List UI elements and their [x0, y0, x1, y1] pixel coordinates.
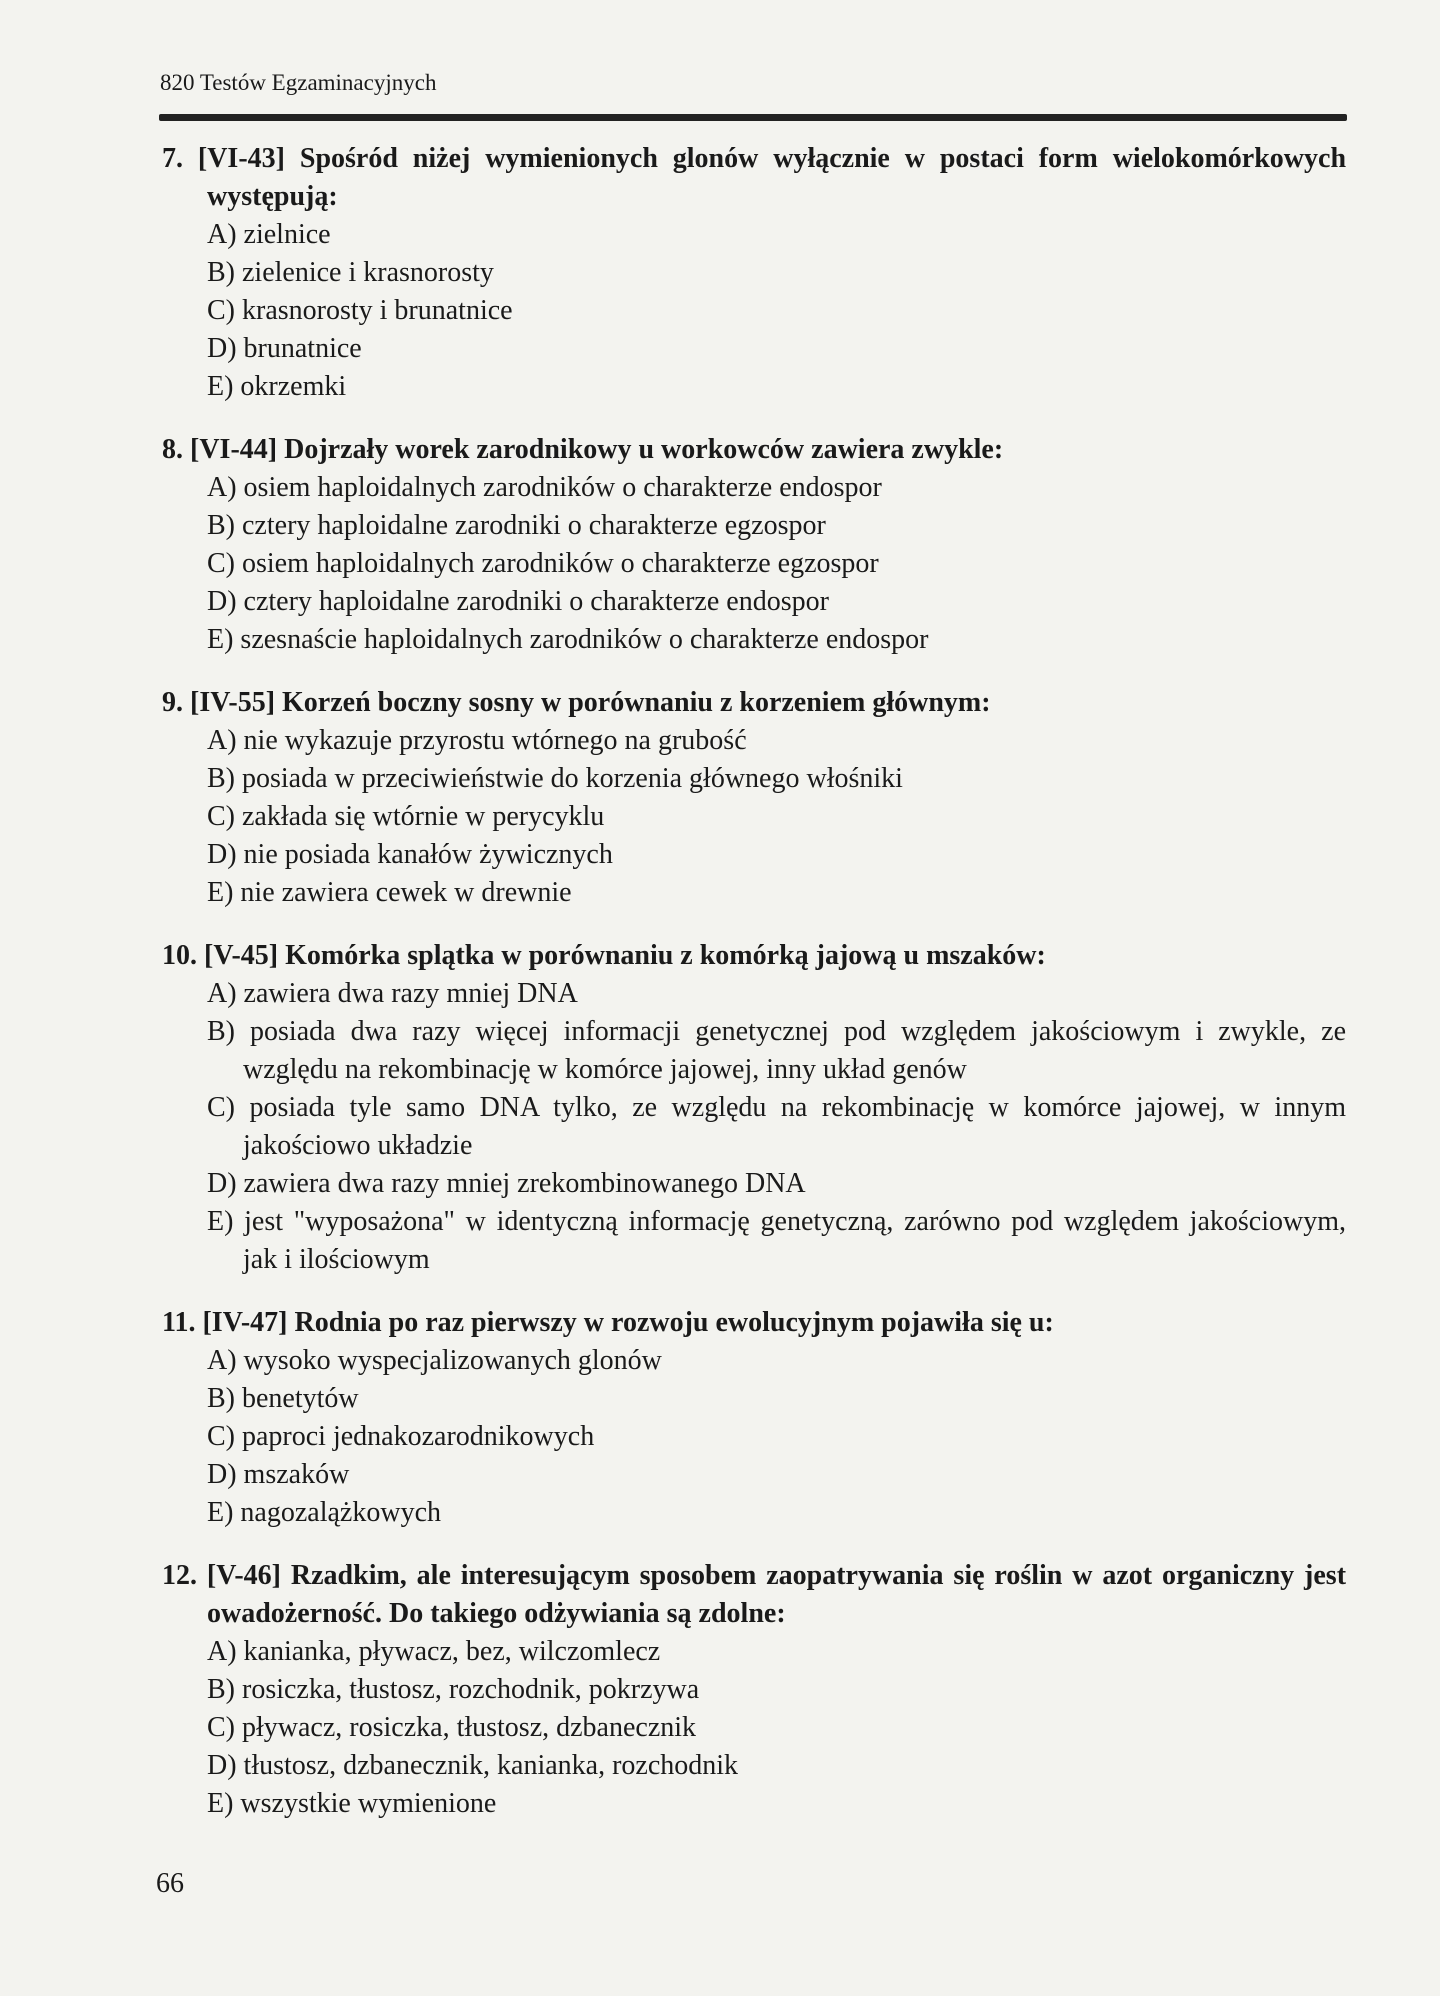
question-text	[162, 431, 1346, 469]
question-stem: Korzeń boczny sosny w porównaniu z korzeniem głównym:	[282, 687, 991, 718]
question-code: [VI-44]	[190, 434, 278, 465]
answer-option: B) cztery haploidalne zarodniki o charakterze egzospor	[207, 510, 826, 541]
answer-option: E) wszystkie wymienione	[207, 1788, 497, 1819]
question-text	[162, 140, 1346, 216]
answer-option: B) posiada dwa razy więcej informacji genetycznej pod względem jakościowym i zwykle, ze względu na rekombinację w komórce jajowej, inny układ genów	[207, 1016, 1346, 1085]
answer-option: D) tłustosz, dzbanecznik, kanianka, rozchodnik	[207, 1750, 739, 1781]
answer-option: D) cztery haploidalne zarodniki o charakterze endospor	[207, 586, 829, 617]
question-code: [VI-43]	[197, 143, 285, 174]
answer-option: A) osiem haploidalnych zarodników o charakterze endospor	[207, 472, 882, 503]
question-11	[162, 1304, 1346, 1532]
question-number: 9.	[162, 687, 183, 718]
question-text	[162, 1557, 1346, 1633]
answer-option: D) mszaków	[207, 1459, 350, 1490]
answer-option: E) jest "wyposażona" w identyczną informację genetyczną, zarówno pod względem jakościowym, jak i ilościowym	[207, 1206, 1346, 1275]
question-stem: Spośród niżej wymienionych glonów wyłącznie w postaci form wielokomórkowych występują:	[207, 143, 1347, 212]
question-number: 8.	[162, 434, 183, 465]
answer-option: B) zielenice i krasnorosty	[207, 257, 494, 288]
question-code: [IV-47]	[202, 1307, 288, 1338]
answer-option: A) zawiera dwa razy mniej DNA	[207, 978, 578, 1009]
answer-option: D) brunatnice	[207, 333, 362, 364]
question-stem: Rodnia po raz pierwszy w rozwoju ewolucyjnym pojawiła się u:	[294, 1307, 1054, 1338]
answer-option: B) rosiczka, tłustosz, rozchodnik, pokrzywa	[207, 1674, 700, 1705]
question-code: [IV-55]	[190, 687, 276, 718]
question-7	[162, 140, 1346, 406]
answer-option: C) posiada tyle samo DNA tylko, ze względu na rekombinację w komórce jajowej, w innym jakościowo układzie	[207, 1092, 1346, 1161]
answer-option: C) paproci jednakozarodnikowych	[207, 1421, 595, 1452]
answer-option: C) osiem haploidalnych zarodników o charakterze egzospor	[207, 548, 879, 579]
answer-option: C) krasnorosty i brunatnice	[207, 295, 513, 326]
question-code: [V-46]	[206, 1560, 282, 1591]
answer-option: E) szesnaście haploidalnych zarodników o charakterze endospor	[207, 624, 929, 655]
question-number: 12.	[162, 1560, 197, 1591]
answer-option: B) benetytów	[207, 1383, 359, 1414]
answer-option: A) nie wykazuje przyrostu wtórnego na grubość	[207, 725, 747, 756]
answer-option: A) kanianka, pływacz, bez, wilczomlecz	[207, 1636, 661, 1667]
question-8	[162, 431, 1346, 659]
question-9	[162, 684, 1346, 912]
answer-option: D) zawiera dwa razy mniej zrekombinowanego DNA	[207, 1168, 806, 1199]
question-number: 7.	[162, 143, 183, 174]
question-number: 11.	[162, 1307, 196, 1338]
answer-option: A) zielnice	[207, 219, 331, 250]
header-rule	[159, 114, 1347, 121]
answer-option: E) okrzemki	[207, 371, 347, 402]
question-stem: Rzadkim, ale interesującym sposobem zaopatrywania się roślin w azot organiczny jest owadożerność. Do takiego odżywiania są zdolne:	[207, 1560, 1347, 1629]
question-10	[162, 937, 1346, 1279]
answer-option: C) zakłada się wtórnie w perycyklu	[207, 801, 605, 832]
answer-option: C) pływacz, rosiczka, tłustosz, dzbanecznik	[207, 1712, 697, 1743]
question-12	[162, 1557, 1346, 1823]
question-code: [V-45]	[204, 940, 279, 971]
answer-option: E) nie zawiera cewek w drewnie	[207, 877, 572, 908]
question-text	[162, 937, 1346, 975]
question-list	[162, 140, 1346, 1848]
answer-option: B) posiada w przeciwieństwie do korzenia głównego włośniki	[207, 763, 903, 794]
running-header-title: 820 Testów Egzaminacyjnych	[160, 70, 437, 95]
question-text	[162, 684, 1346, 722]
question-stem: Komórka splątka w porównaniu z komórką jajową u mszaków:	[285, 940, 1046, 971]
question-stem: Dojrzały worek zarodnikowy u workowców zawiera zwykle:	[284, 434, 1004, 465]
page-number: 66	[156, 1868, 184, 1899]
answer-option: E) nagozalążkowych	[207, 1497, 441, 1528]
answer-option: A) wysoko wyspecjalizowanych glonów	[207, 1345, 662, 1376]
question-number: 10.	[162, 940, 197, 971]
answer-option: D) nie posiada kanałów żywicznych	[207, 839, 613, 870]
question-text	[162, 1304, 1346, 1342]
